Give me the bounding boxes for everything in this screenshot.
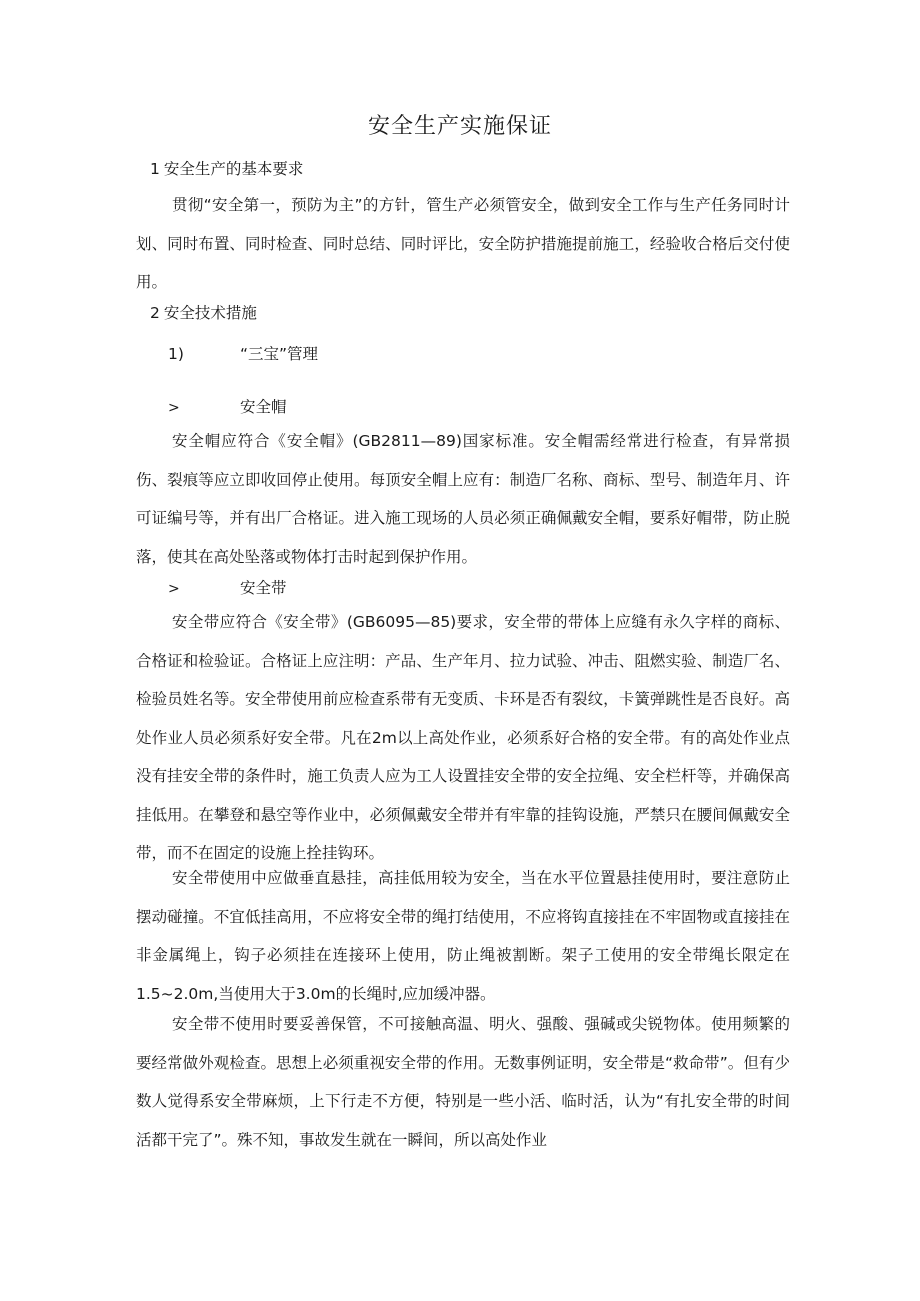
chevron-right-icon: >	[168, 581, 180, 597]
bullet-label: 安全带	[240, 579, 287, 597]
bullet-safety-belt	[168, 577, 287, 600]
bullet-safety-helmet	[168, 396, 287, 419]
section-number: 2	[150, 304, 160, 322]
subsection-label: “三宝”管理	[240, 345, 319, 363]
paragraph-safety-belt-1: 安全带应符合《安全带》(GB6095—85)要求，安全带的带体上应缝有永久字样的商标、合格证和检验证。合格证上应注明：产品、生产年月、拉力试验、冲击、阻燃实验、制造厂名、检验员姓名等。安全带使用前应检查系带有无变质、卡环是否有裂纹，卡簧弹跳性是否良好。高处作业人员必须系好安全带。凡在2m以上高处作业，必须系好合格的安全带。有的高处作业点没有挂安全带的条件时，施工负责人应为工人设置挂安全带的安全拉绳、安全栏杆等，并确保高挂低用。在攀登和悬空等作业中，必须佩戴安全带并有牢靠的挂钩设施，严禁只在腰间佩戴安全带，而不在固定的设施上拴挂钩环。	[136, 613, 790, 862]
chevron-right-icon: >	[168, 400, 180, 416]
section-heading-basic-requirements	[150, 158, 303, 180]
section-heading-text: 安全技术措施	[163, 304, 257, 322]
subsection-marker: 1)	[168, 345, 184, 363]
paragraph-safety-belt-3: 安全带不使用时要妥善保管，不可接触高温、明火、强酸、强碱或尖锐物体。使用频繁的要经常做外观检查。思想上必须重视安全带的作用。无数事例证明，安全带是“救命带”。但有少数人觉得系安全带麻烦，上下行走不方便，特别是一些小活、临时活，认为“有扎安全带的时间活都干完了”。殊不知，事故发生就在一瞬间，所以高处作业	[136, 1015, 790, 1149]
paragraph-safety-belt-2: 安全带使用中应做垂直悬挂，高挂低用较为安全，当在水平位置悬挂使用时，要注意防止摆动碰撞。不宜低挂高用，不应将安全带的绳打结使用，不应将钩直接挂在不牢固物或直接挂在非金属绳上，钩子必须挂在连接环上使用，防止绳被割断。架子工使用的安全带绳长限定在1.5~2.0m,当使用大于3.0m的长绳时,应加缓冲器。	[136, 869, 790, 1003]
section-number: 1	[150, 160, 160, 178]
bullet-label: 安全帽	[240, 398, 287, 416]
section-heading-technical-measures	[150, 302, 257, 324]
paragraph-safety-helmet: 安全帽应符合《安全帽》(GB2811—89)国家标准。安全帽需经常进行检查，有异常损伤、裂痕等应立即收回停止使用。每顶安全帽上应有：制造厂名称、商标、型号、制造年月、许可证编号等，并有出厂合格证。进入施工现场的人员必须正确佩戴安全帽，要系好帽带，防止脱落，使其在高处坠落或物体打击时起到保护作用。	[136, 432, 790, 566]
subsection-three-treasures	[168, 343, 318, 365]
paragraph-basic-requirements: 贯彻“安全第一，预防为主”的方针，管生产必须管安全，做到安全工作与生产任务同时计划、同时布置、同时检查、同时总结、同时评比，安全防护措施提前施工，经验收合格后交付使用。	[136, 196, 790, 291]
section-heading-text: 安全生产的基本要求	[163, 160, 304, 178]
page-title: 安全生产实施保证	[367, 114, 552, 139]
